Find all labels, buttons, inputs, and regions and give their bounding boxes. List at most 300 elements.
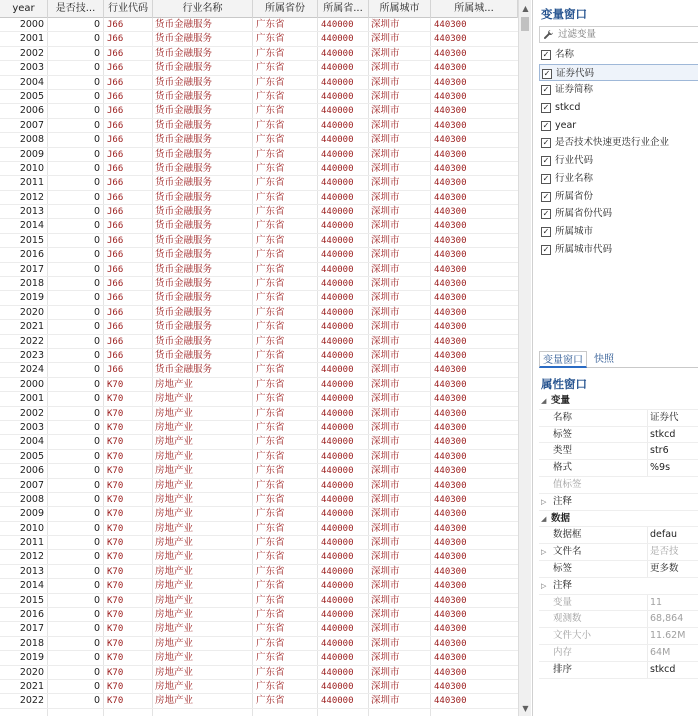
tech-flag-cell[interactable]: 0 xyxy=(93,436,100,448)
city-cell[interactable]: 深圳市 xyxy=(371,609,400,621)
industry-code-cell[interactable]: J66 xyxy=(107,192,124,203)
city-code-cell[interactable]: 440300 xyxy=(434,149,467,160)
table-row[interactable] xyxy=(0,550,518,564)
tech-flag-cell[interactable]: 0 xyxy=(93,335,100,347)
year-cell[interactable]: 2011 xyxy=(19,537,44,549)
table-row[interactable] xyxy=(0,191,518,205)
province-cell[interactable]: 广东省 xyxy=(256,191,285,203)
city-cell[interactable]: 深圳市 xyxy=(371,652,400,664)
industry-code-cell[interactable]: K70 xyxy=(107,653,124,664)
tech-flag-cell[interactable]: 0 xyxy=(93,522,100,534)
province-code-cell[interactable]: 440000 xyxy=(321,638,354,649)
year-cell[interactable]: 2014 xyxy=(19,580,44,592)
tech-flag-cell[interactable]: 0 xyxy=(93,162,100,174)
year-cell[interactable]: 2005 xyxy=(19,90,44,102)
city-code-cell[interactable]: 440300 xyxy=(434,279,467,290)
city-code-cell[interactable]: 440300 xyxy=(434,178,467,189)
province-cell[interactable]: 广东省 xyxy=(256,378,285,390)
tech-flag-cell[interactable]: 0 xyxy=(93,393,100,405)
property-value[interactable]: defau xyxy=(647,527,698,544)
industry-code-cell[interactable]: K70 xyxy=(107,696,124,707)
year-cell[interactable]: 2008 xyxy=(19,134,44,146)
province-code-cell[interactable]: 440000 xyxy=(321,523,354,534)
table-row[interactable] xyxy=(0,219,518,233)
city-cell[interactable]: 深圳市 xyxy=(371,537,400,549)
property-row[interactable] xyxy=(539,494,698,511)
province-cell[interactable]: 广东省 xyxy=(256,33,285,45)
scroll-thumb[interactable] xyxy=(521,17,529,31)
tech-flag-cell[interactable]: 0 xyxy=(93,551,100,563)
province-code-cell[interactable]: 440000 xyxy=(321,264,354,275)
industry-name-cell[interactable]: 房地产业 xyxy=(155,537,194,549)
city-code-cell[interactable]: 440300 xyxy=(434,638,467,649)
province-code-cell[interactable]: 440000 xyxy=(321,63,354,74)
industry-code-cell[interactable]: J66 xyxy=(107,293,124,304)
city-cell[interactable]: 深圳市 xyxy=(371,393,400,405)
year-cell[interactable]: 2018 xyxy=(19,637,44,649)
variable-item[interactable] xyxy=(539,117,698,135)
variable-item[interactable] xyxy=(539,170,698,188)
year-cell[interactable]: 2003 xyxy=(19,62,44,74)
industry-name-cell[interactable]: 货币金融服务 xyxy=(155,349,213,361)
variable-item[interactable] xyxy=(539,241,698,259)
tech-flag-cell[interactable]: 0 xyxy=(93,378,100,390)
property-row[interactable] xyxy=(539,561,698,578)
tech-flag-cell[interactable]: 0 xyxy=(93,19,100,30)
variable-checkbox[interactable]: ✓ xyxy=(542,85,550,95)
industry-code-cell[interactable]: J66 xyxy=(107,279,124,290)
industry-code-cell[interactable]: K70 xyxy=(107,523,124,534)
province-code-cell[interactable]: 440000 xyxy=(321,178,354,189)
province-cell[interactable]: 广东省 xyxy=(256,321,285,333)
variable-checkbox[interactable]: ✓ xyxy=(542,244,550,254)
province-code-cell[interactable]: 440000 xyxy=(321,235,354,246)
property-row[interactable] xyxy=(539,645,698,662)
table-row[interactable] xyxy=(0,479,518,493)
industry-name-cell[interactable]: 货币金融服务 xyxy=(155,162,213,174)
industry-code-cell[interactable]: K70 xyxy=(107,538,124,549)
year-cell[interactable]: 2023 xyxy=(19,349,44,361)
industry-name-cell[interactable]: 货币金融服务 xyxy=(155,306,213,318)
industry-name-cell[interactable]: 货币金融服务 xyxy=(155,134,213,146)
tech-flag-cell[interactable]: 0 xyxy=(93,695,100,707)
city-code-cell[interactable]: 440300 xyxy=(434,250,467,261)
industry-code-cell[interactable]: J66 xyxy=(107,135,124,146)
property-value[interactable]: 是否技 xyxy=(647,544,698,561)
property-row[interactable] xyxy=(539,477,698,494)
industry-name-cell[interactable]: 货币金融服务 xyxy=(155,105,213,117)
tech-flag-cell[interactable]: 0 xyxy=(93,407,100,419)
table-row[interactable] xyxy=(0,493,518,507)
industry-name-cell[interactable]: 房地产业 xyxy=(155,594,194,606)
industry-code-cell[interactable]: J66 xyxy=(107,149,124,160)
year-cell[interactable]: 2007 xyxy=(19,479,44,491)
table-row[interactable] xyxy=(0,320,518,334)
variable-item[interactable] xyxy=(539,223,698,241)
table-row[interactable] xyxy=(0,651,518,665)
tech-flag-cell[interactable]: 0 xyxy=(93,465,100,477)
industry-code-cell[interactable]: J66 xyxy=(107,178,124,189)
city-code-cell[interactable]: 440300 xyxy=(434,235,467,246)
city-code-cell[interactable]: 440300 xyxy=(434,653,467,664)
year-cell[interactable]: 2003 xyxy=(19,421,44,433)
province-code-cell[interactable]: 440000 xyxy=(321,279,354,290)
year-cell[interactable]: 2021 xyxy=(19,321,44,333)
year-cell[interactable]: 2016 xyxy=(19,249,44,261)
property-value[interactable]: 68,864 xyxy=(647,611,698,628)
industry-name-cell[interactable]: 货币金融服务 xyxy=(155,177,213,189)
table-row[interactable] xyxy=(0,507,518,521)
industry-code-cell[interactable]: K70 xyxy=(107,379,124,390)
city-cell[interactable]: 深圳市 xyxy=(371,119,400,131)
year-cell[interactable]: 2016 xyxy=(19,609,44,621)
table-row[interactable] xyxy=(0,234,518,248)
province-code-cell[interactable]: 440000 xyxy=(321,221,354,232)
province-code-cell[interactable]: 440000 xyxy=(321,336,354,347)
year-cell[interactable]: 2009 xyxy=(19,508,44,520)
industry-code-cell[interactable]: K70 xyxy=(107,552,124,563)
industry-code-cell[interactable]: J66 xyxy=(107,307,124,318)
city-code-cell[interactable]: 440300 xyxy=(434,566,467,577)
province-cell[interactable]: 广东省 xyxy=(256,278,285,290)
vertical-scrollbar[interactable] xyxy=(518,0,531,716)
industry-code-cell[interactable]: K70 xyxy=(107,624,124,635)
city-cell[interactable]: 深圳市 xyxy=(371,105,400,117)
province-code-cell[interactable]: 440000 xyxy=(321,581,354,592)
province-code-cell[interactable]: 440000 xyxy=(321,163,354,174)
tech-flag-cell[interactable]: 0 xyxy=(93,47,100,59)
industry-name-cell[interactable]: 货币金融服务 xyxy=(155,249,213,261)
expand-arrow-icon[interactable]: ▷ xyxy=(541,497,547,506)
province-cell[interactable]: 广东省 xyxy=(256,177,285,189)
industry-name-cell[interactable]: 房地产业 xyxy=(155,666,194,678)
city-code-cell[interactable]: 440300 xyxy=(434,192,467,203)
industry-code-cell[interactable]: K70 xyxy=(107,667,124,678)
table-row[interactable] xyxy=(0,133,518,147)
city-cell[interactable]: 深圳市 xyxy=(371,479,400,491)
province-cell[interactable]: 广东省 xyxy=(256,349,285,361)
city-cell[interactable]: 深圳市 xyxy=(371,263,400,275)
industry-name-cell[interactable]: 货币金融服务 xyxy=(155,206,213,218)
industry-code-cell[interactable]: K70 xyxy=(107,408,124,419)
variable-checkbox[interactable]: ✓ xyxy=(542,209,550,219)
industry-code-cell[interactable]: K70 xyxy=(107,581,124,592)
tech-flag-cell[interactable]: 0 xyxy=(93,364,100,376)
city-cell[interactable]: 深圳市 xyxy=(371,249,400,261)
industry-name-cell[interactable]: 货币金融服务 xyxy=(155,234,213,246)
industry-code-cell[interactable]: J66 xyxy=(107,322,124,333)
city-cell[interactable]: 深圳市 xyxy=(371,551,400,563)
tech-flag-cell[interactable]: 0 xyxy=(93,421,100,433)
property-value[interactable]: 11.62M xyxy=(647,628,698,645)
tech-flag-cell[interactable]: 0 xyxy=(93,508,100,520)
province-cell[interactable]: 广东省 xyxy=(256,450,285,462)
collapse-arrow-icon[interactable]: ◢ xyxy=(541,397,547,405)
city-code-cell[interactable]: 440300 xyxy=(434,466,467,477)
tech-flag-cell[interactable]: 0 xyxy=(93,565,100,577)
city-code-cell[interactable]: 440300 xyxy=(434,106,467,117)
city-cell[interactable]: 深圳市 xyxy=(371,378,400,390)
tech-flag-cell[interactable]: 0 xyxy=(93,76,100,88)
province-code-cell[interactable]: 440000 xyxy=(321,293,354,304)
province-code-cell[interactable]: 440000 xyxy=(321,192,354,203)
table-row[interactable] xyxy=(0,76,518,90)
tab-snapshots[interactable]: 快照 xyxy=(594,354,614,365)
table-row[interactable] xyxy=(0,248,518,262)
province-cell[interactable]: 广东省 xyxy=(256,580,285,592)
variable-checkbox[interactable]: ✓ xyxy=(542,50,550,59)
year-cell[interactable]: 2008 xyxy=(19,493,44,505)
province-code-cell[interactable]: 440000 xyxy=(321,34,354,45)
city-code-cell[interactable]: 440300 xyxy=(434,120,467,131)
year-cell[interactable]: 2022 xyxy=(19,335,44,347)
city-cell[interactable]: 深圳市 xyxy=(371,465,400,477)
industry-name-cell[interactable]: 房地产业 xyxy=(155,407,194,419)
table-row[interactable] xyxy=(0,90,518,104)
year-cell[interactable]: 2015 xyxy=(19,594,44,606)
industry-code-cell[interactable]: J66 xyxy=(107,106,124,117)
city-cell[interactable]: 深圳市 xyxy=(371,349,400,361)
province-cell[interactable]: 广东省 xyxy=(256,565,285,577)
province-cell[interactable]: 广东省 xyxy=(256,47,285,59)
province-cell[interactable]: 广东省 xyxy=(256,393,285,405)
filter-variables-input[interactable] xyxy=(558,28,696,41)
industry-code-cell[interactable]: K70 xyxy=(107,466,124,477)
province-cell[interactable]: 广东省 xyxy=(256,206,285,218)
city-code-cell[interactable]: 440300 xyxy=(434,365,467,376)
city-code-cell[interactable]: 440300 xyxy=(434,293,467,304)
province-code-cell[interactable]: 440000 xyxy=(321,394,354,405)
city-cell[interactable]: 深圳市 xyxy=(371,594,400,606)
province-cell[interactable]: 广东省 xyxy=(256,105,285,117)
table-row[interactable] xyxy=(0,464,518,478)
city-code-cell[interactable]: 440300 xyxy=(434,681,467,692)
tech-flag-cell[interactable]: 0 xyxy=(93,666,100,678)
city-code-cell[interactable]: 440300 xyxy=(434,610,467,621)
tech-flag-cell[interactable]: 0 xyxy=(93,177,100,189)
table-row[interactable] xyxy=(0,32,518,46)
province-cell[interactable]: 广东省 xyxy=(256,62,285,74)
column-header-city-code[interactable]: 所属城... xyxy=(431,0,518,18)
table-row[interactable] xyxy=(0,608,518,622)
province-cell[interactable]: 广东省 xyxy=(256,148,285,160)
table-row[interactable] xyxy=(0,148,518,162)
variable-checkbox[interactable]: ✓ xyxy=(542,120,550,130)
industry-name-cell[interactable]: 货币金融服务 xyxy=(155,119,213,131)
province-cell[interactable]: 广东省 xyxy=(256,19,285,30)
city-cell[interactable]: 深圳市 xyxy=(371,191,400,203)
year-cell[interactable]: 2012 xyxy=(19,191,44,203)
variable-item[interactable] xyxy=(539,99,698,117)
property-row[interactable] xyxy=(539,410,698,427)
variable-item[interactable] xyxy=(539,46,698,64)
city-code-cell[interactable]: 440300 xyxy=(434,207,467,218)
city-code-cell[interactable]: 440300 xyxy=(434,264,467,275)
industry-code-cell[interactable]: J66 xyxy=(107,48,124,59)
city-code-cell[interactable]: 440300 xyxy=(434,538,467,549)
city-code-cell[interactable]: 440300 xyxy=(434,77,467,88)
province-code-cell[interactable]: 440000 xyxy=(321,437,354,448)
tech-flag-cell[interactable]: 0 xyxy=(93,263,100,275)
city-code-cell[interactable]: 440300 xyxy=(434,307,467,318)
province-cell[interactable]: 广东省 xyxy=(256,335,285,347)
city-code-cell[interactable]: 440300 xyxy=(434,63,467,74)
year-cell[interactable]: 2013 xyxy=(19,565,44,577)
city-cell[interactable]: 深圳市 xyxy=(371,522,400,534)
tech-flag-cell[interactable]: 0 xyxy=(93,191,100,203)
province-code-cell[interactable]: 440000 xyxy=(321,552,354,563)
province-code-cell[interactable]: 440000 xyxy=(321,91,354,102)
industry-name-cell[interactable]: 货币金融服务 xyxy=(155,19,213,30)
industry-code-cell[interactable]: K70 xyxy=(107,494,124,505)
tech-flag-cell[interactable]: 0 xyxy=(93,134,100,146)
province-cell[interactable]: 广东省 xyxy=(256,652,285,664)
tech-flag-cell[interactable]: 0 xyxy=(93,450,100,462)
city-cell[interactable]: 深圳市 xyxy=(371,306,400,318)
province-cell[interactable]: 广东省 xyxy=(256,666,285,678)
industry-name-cell[interactable]: 房地产业 xyxy=(155,493,194,505)
province-code-cell[interactable]: 440000 xyxy=(321,451,354,462)
province-code-cell[interactable]: 440000 xyxy=(321,610,354,621)
year-cell[interactable]: 2010 xyxy=(19,162,44,174)
table-row[interactable] xyxy=(0,335,518,349)
table-row[interactable] xyxy=(0,450,518,464)
province-cell[interactable]: 广东省 xyxy=(256,162,285,174)
city-code-cell[interactable]: 440300 xyxy=(434,91,467,102)
table-row[interactable] xyxy=(0,277,518,291)
table-row[interactable] xyxy=(0,421,518,435)
table-row[interactable] xyxy=(0,579,518,593)
tech-flag-cell[interactable]: 0 xyxy=(93,680,100,692)
expand-arrow-icon[interactable]: ▷ xyxy=(541,548,547,557)
province-code-cell[interactable]: 440000 xyxy=(321,624,354,635)
tech-flag-cell[interactable]: 0 xyxy=(93,479,100,491)
industry-code-cell[interactable]: J66 xyxy=(107,350,124,361)
tech-flag-cell[interactable]: 0 xyxy=(93,220,100,232)
property-value[interactable]: 更多数 xyxy=(647,561,698,578)
province-code-cell[interactable]: 440000 xyxy=(321,250,354,261)
city-code-cell[interactable]: 440300 xyxy=(434,163,467,174)
industry-name-cell[interactable]: 货币金融服务 xyxy=(155,76,213,88)
variable-item[interactable] xyxy=(539,134,698,152)
table-row[interactable] xyxy=(0,349,518,363)
variable-checkbox[interactable]: ✓ xyxy=(542,226,550,236)
province-code-cell[interactable]: 440000 xyxy=(321,538,354,549)
year-cell[interactable]: 2009 xyxy=(19,148,44,160)
city-code-cell[interactable]: 440300 xyxy=(434,221,467,232)
tech-flag-cell[interactable]: 0 xyxy=(93,33,100,45)
industry-name-cell[interactable]: 房地产业 xyxy=(155,479,194,491)
variable-item[interactable] xyxy=(539,152,698,170)
variable-checkbox[interactable]: ✓ xyxy=(543,68,551,78)
city-cell[interactable]: 深圳市 xyxy=(371,493,400,505)
year-cell[interactable]: 2001 xyxy=(19,33,44,45)
city-cell[interactable]: 深圳市 xyxy=(371,637,400,649)
industry-name-cell[interactable]: 房地产业 xyxy=(155,565,194,577)
table-row[interactable] xyxy=(0,392,518,406)
industry-name-cell[interactable]: 货币金融服务 xyxy=(155,148,213,160)
tech-flag-cell[interactable]: 0 xyxy=(93,206,100,218)
property-section[interactable] xyxy=(539,511,698,528)
wrench-icon[interactable] xyxy=(543,29,554,43)
industry-code-cell[interactable]: J66 xyxy=(107,207,124,218)
tech-flag-cell[interactable]: 0 xyxy=(93,537,100,549)
tech-flag-cell[interactable]: 0 xyxy=(93,306,100,318)
industry-name-cell[interactable]: 货币金融服务 xyxy=(155,335,213,347)
industry-name-cell[interactable]: 房地产业 xyxy=(155,551,194,563)
industry-name-cell[interactable]: 房地产业 xyxy=(155,465,194,477)
city-cell[interactable]: 深圳市 xyxy=(371,62,400,74)
table-row[interactable] xyxy=(0,594,518,608)
property-row[interactable] xyxy=(539,443,698,460)
province-code-cell[interactable]: 440000 xyxy=(321,149,354,160)
province-code-cell[interactable]: 440000 xyxy=(321,422,354,433)
industry-code-cell[interactable]: K70 xyxy=(107,451,124,462)
industry-name-cell[interactable]: 货币金融服务 xyxy=(155,263,213,275)
city-code-cell[interactable]: 440300 xyxy=(434,135,467,146)
tech-flag-cell[interactable]: 0 xyxy=(93,62,100,74)
industry-code-cell[interactable]: K70 xyxy=(107,480,124,491)
province-code-cell[interactable]: 440000 xyxy=(321,106,354,117)
city-cell[interactable]: 深圳市 xyxy=(371,19,400,30)
city-code-cell[interactable]: 440300 xyxy=(434,336,467,347)
industry-code-cell[interactable]: J66 xyxy=(107,34,124,45)
city-cell[interactable]: 深圳市 xyxy=(371,565,400,577)
industry-name-cell[interactable]: 货币金融服务 xyxy=(155,90,213,102)
table-row[interactable] xyxy=(0,306,518,320)
year-cell[interactable]: 2019 xyxy=(19,652,44,664)
industry-name-cell[interactable]: 房地产业 xyxy=(155,580,194,592)
variable-item[interactable] xyxy=(539,205,698,223)
province-cell[interactable]: 广东省 xyxy=(256,695,285,707)
province-code-cell[interactable]: 440000 xyxy=(321,667,354,678)
city-code-cell[interactable]: 440300 xyxy=(434,451,467,462)
tech-flag-cell[interactable]: 0 xyxy=(93,637,100,649)
property-row[interactable] xyxy=(539,595,698,612)
variable-item[interactable] xyxy=(539,81,698,99)
tech-flag-cell[interactable]: 0 xyxy=(93,652,100,664)
industry-code-cell[interactable]: J66 xyxy=(107,77,124,88)
industry-name-cell[interactable]: 货币金融服务 xyxy=(155,321,213,333)
province-cell[interactable]: 广东省 xyxy=(256,465,285,477)
tech-flag-cell[interactable]: 0 xyxy=(93,90,100,102)
city-cell[interactable]: 深圳市 xyxy=(371,508,400,520)
city-code-cell[interactable]: 440300 xyxy=(434,494,467,505)
industry-code-cell[interactable]: J66 xyxy=(107,120,124,131)
variable-checkbox[interactable]: ✓ xyxy=(542,156,550,166)
city-cell[interactable]: 深圳市 xyxy=(371,407,400,419)
city-cell[interactable]: 深圳市 xyxy=(371,220,400,232)
tech-flag-cell[interactable]: 0 xyxy=(93,278,100,290)
industry-code-cell[interactable]: J66 xyxy=(107,235,124,246)
year-cell[interactable]: 2022 xyxy=(19,695,44,707)
year-cell[interactable]: 2024 xyxy=(19,364,44,376)
industry-code-cell[interactable]: J66 xyxy=(107,336,124,347)
industry-code-cell[interactable]: J66 xyxy=(107,63,124,74)
expand-arrow-icon[interactable]: ▷ xyxy=(541,581,547,590)
table-row[interactable] xyxy=(0,162,518,176)
province-code-cell[interactable]: 440000 xyxy=(321,466,354,477)
city-code-cell[interactable]: 440300 xyxy=(434,696,467,707)
table-row[interactable] xyxy=(0,378,518,392)
industry-name-cell[interactable]: 货币金融服务 xyxy=(155,292,213,304)
province-code-cell[interactable]: 440000 xyxy=(321,480,354,491)
city-code-cell[interactable]: 440300 xyxy=(434,624,467,635)
property-value[interactable]: 64M xyxy=(647,645,698,662)
year-cell[interactable]: 2019 xyxy=(19,292,44,304)
table-row[interactable] xyxy=(0,622,518,636)
tech-flag-cell[interactable]: 0 xyxy=(93,148,100,160)
